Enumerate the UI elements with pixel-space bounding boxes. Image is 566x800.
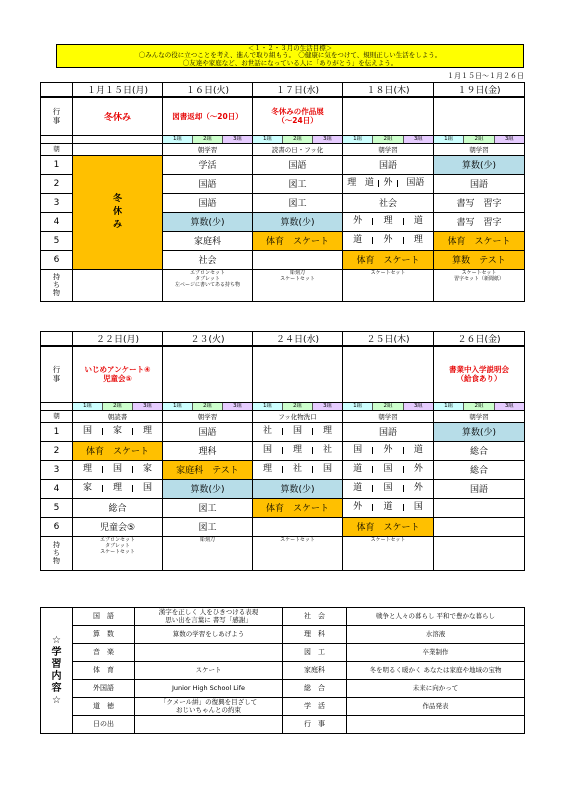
class-cell: 図工: [253, 193, 343, 212]
subject-label: 家庭科: [283, 662, 347, 680]
subject-label: 外国語: [73, 680, 135, 698]
subject-content: 水溶液: [347, 626, 525, 644]
events-label: 行 事: [41, 97, 73, 135]
period-label: 6: [41, 250, 73, 269]
group-tabs: 1組 2組 3組: [163, 136, 252, 143]
life-goals-box: [56, 44, 524, 68]
morning-cell: 読書の日・フッ化: [253, 143, 343, 155]
class-cell: 総合: [434, 460, 525, 479]
class-cell: 理 社 国: [253, 460, 343, 479]
morning-cell: 朝学習: [163, 143, 253, 155]
class-cell: 体育 スケート: [73, 441, 163, 460]
class-cell: 図工: [163, 517, 253, 536]
class-cell: 体育 スケート: [253, 231, 343, 250]
period-label: 1: [41, 422, 73, 441]
class-cell: 国語: [343, 422, 434, 441]
subject-content: [347, 716, 525, 734]
subject-content: 漢字を正しく 人をひきつける表現 思い出を言葉に 書写「感謝」: [135, 608, 283, 626]
subject-label: 算 数: [73, 626, 135, 644]
day-header: １６日(火): [163, 83, 253, 98]
subject-label: 日の出: [73, 716, 135, 734]
period-label: 5: [41, 498, 73, 517]
subject-content: スケート: [135, 662, 283, 680]
group-tabs: 1組 2組 3組: [434, 403, 524, 410]
class-cell: 道 国 外: [343, 479, 434, 498]
class-cell: 家庭科: [163, 231, 253, 250]
event-cell: 冬休み: [73, 97, 163, 135]
class-cell: 書写 習字: [434, 212, 525, 231]
event-cell: 図書返却（～20日）: [163, 97, 253, 135]
winter-break-cell: 冬 休 み: [73, 155, 163, 269]
period-label: 3: [41, 460, 73, 479]
class-cell: 社 国 理: [253, 422, 343, 441]
morning-cell: 朝学習: [434, 143, 525, 155]
week1-schedule: [40, 82, 525, 302]
bring-label: 持 ち 物: [41, 536, 73, 570]
class-cell: 児童会⑤: [73, 517, 163, 536]
day-header: １９日(金): [434, 83, 525, 98]
class-cell: 道 国 外: [343, 460, 434, 479]
group-tabs: 1組 2組 3組: [73, 403, 162, 410]
subject-content: 作品発表: [347, 698, 525, 716]
subject-content: 算数の学習をしあげよう: [135, 626, 283, 644]
class-cell: 算数 テスト: [434, 250, 525, 269]
morning-cell: [73, 143, 163, 155]
period-label: 2: [41, 441, 73, 460]
class-cell: 算数(少): [163, 479, 253, 498]
subject-content: Junior High School Life: [135, 680, 283, 698]
events-label: 行 事: [41, 346, 73, 402]
bring-cell: エプロンセット タブレット スケートセット: [73, 536, 163, 570]
class-cell: 体育 スケート: [343, 517, 434, 536]
bring-cell: スケートセット: [343, 536, 434, 570]
subject-content: [135, 644, 283, 662]
bring-label: 持 ち 物: [41, 269, 73, 301]
week2-schedule: [40, 331, 525, 571]
class-cell: 国語: [163, 174, 253, 193]
class-cell: 体育 スケート: [343, 250, 434, 269]
day-header: ２４日(水): [253, 332, 343, 347]
group-tabs: 1組 2組 3組: [163, 403, 252, 410]
class-cell: 算数(少): [434, 422, 525, 441]
period-label: 4: [41, 479, 73, 498]
event-cell: 書業中入学説明会 （給食あり）: [434, 346, 525, 402]
bring-cell: 彫刻刀 スケートセット: [253, 269, 343, 301]
study-content-side-label: ☆ 学 習 内 容 ☆: [41, 608, 73, 734]
subject-label: 道 徳: [73, 698, 135, 716]
bring-cell: スケートセット: [253, 536, 343, 570]
bring-cell: スケートセット: [343, 269, 434, 301]
morning-cell: フッ化物洗口: [253, 410, 343, 422]
morning-cell: 朝読書: [73, 410, 163, 422]
goals-line-2: 〇友達や家庭など、お世話になっている人に「ありがとう」を伝えよう。: [182, 58, 398, 67]
class-cell: 総合: [73, 498, 163, 517]
subject-label: 音 楽: [73, 644, 135, 662]
period-label: 5: [41, 231, 73, 250]
class-cell: 理 国 家: [73, 460, 163, 479]
group-tabs: 1組 2組 3組: [434, 136, 524, 143]
subject-content: 戦争と人々の暮らし 平和で豊かな暮らし: [347, 608, 525, 626]
subject-label: 行 事: [283, 716, 347, 734]
subject-label: 国 語: [73, 608, 135, 626]
class-cell: 理 道 外 国語: [343, 174, 434, 193]
period-label: 1: [41, 155, 73, 174]
group-tabs: 1組 2組 3組: [343, 136, 433, 143]
class-cell: 国 理 社: [253, 441, 343, 460]
bring-cell: [434, 536, 525, 570]
morning-cell: 朝学習: [343, 410, 434, 422]
class-cell: 図工: [253, 174, 343, 193]
class-cell: 家庭科 テスト: [163, 460, 253, 479]
morning-cell: 朝学習: [163, 410, 253, 422]
class-cell: 外 理 道: [343, 212, 434, 231]
subject-content: [135, 716, 283, 734]
corner-cell: [41, 83, 73, 98]
period-label: 2: [41, 174, 73, 193]
bring-cell: スケートセット 習字セット（新聞紙）: [434, 269, 525, 301]
morning-cell: 朝学習: [434, 410, 525, 422]
class-cell: 算数(少): [253, 212, 343, 231]
subject-label: 体 育: [73, 662, 135, 680]
subject-label: 学 活: [283, 698, 347, 716]
bring-cell: [73, 269, 163, 301]
subject-label: 理 科: [283, 626, 347, 644]
goals-line-1: 〇みんなの役に立つことを考え、進んで取り組もう。 〇健康に気をつけて、規則正しい生活をしよう。: [138, 51, 442, 60]
group-tabs: 1組 2組 3組: [253, 136, 342, 143]
class-cell: 社会: [163, 250, 253, 269]
subject-label: 図 工: [283, 644, 347, 662]
class-cell: 体育 スケート: [253, 498, 343, 517]
bring-cell: エプロンセット タブレット 左ページに書いてある持ち物: [163, 269, 253, 301]
class-cell: 理科: [163, 441, 253, 460]
period-label: 4: [41, 212, 73, 231]
corner-cell: [41, 332, 73, 347]
day-header: ２５日(木): [343, 332, 434, 347]
class-cell: 体育 スケート: [434, 231, 525, 250]
subject-content: 「クメール絣」の復興を目ざして おじいちゃんとの約束: [135, 698, 283, 716]
event-cell: [343, 346, 434, 402]
event-cell: いじめアンケート④ 児童会⑤: [73, 346, 163, 402]
event-cell: [163, 346, 253, 402]
class-cell: 国語: [253, 155, 343, 174]
class-cell: 国語: [434, 174, 525, 193]
day-header: ２３(火): [163, 332, 253, 347]
event-cell: [253, 346, 343, 402]
date-range: １月１５日～１月２６日: [447, 72, 524, 80]
class-cell: 国語: [163, 422, 253, 441]
bring-cell: 彫刻刀: [163, 536, 253, 570]
event-cell: [343, 97, 434, 135]
class-cell: 学活: [163, 155, 253, 174]
class-cell: 国語: [163, 193, 253, 212]
group-tabs: 1組 2組 3組: [253, 403, 342, 410]
class-cell: 国 外 道: [343, 441, 434, 460]
day-header: １７日(水): [253, 83, 343, 98]
day-header: １８日(木): [343, 83, 434, 98]
study-content-table: [40, 607, 525, 734]
morning-label: 朝: [41, 410, 73, 422]
class-cell: 算数(少): [434, 155, 525, 174]
subject-label: 社 会: [283, 608, 347, 626]
class-cell: 外 道 国: [343, 498, 434, 517]
class-cell: 社会: [343, 193, 434, 212]
period-label: 3: [41, 193, 73, 212]
subject-content: 冬を明るく暖かく あなたは家庭や地域の宝物: [347, 662, 525, 680]
day-header: １月１５日(月): [73, 83, 163, 98]
period-label: 6: [41, 517, 73, 536]
subject-content: 卒業制作: [347, 644, 525, 662]
class-cell: [434, 517, 525, 536]
class-cell: [434, 498, 525, 517]
class-cell: 算数(少): [163, 212, 253, 231]
event-cell: 冬休みの作品展 （～24日）: [253, 97, 343, 135]
morning-label: 朝: [41, 143, 73, 155]
class-cell: [253, 517, 343, 536]
class-cell: 国語: [343, 155, 434, 174]
class-cell: 書写 習字: [434, 193, 525, 212]
class-cell: [253, 250, 343, 269]
class-cell: 道 外 理: [343, 231, 434, 250]
group-tabs: 1組 2組 3組: [343, 403, 433, 410]
class-cell: 国語: [434, 479, 525, 498]
day-header: ２６日(金): [434, 332, 525, 347]
event-cell: [434, 97, 525, 135]
class-cell: 総合: [434, 441, 525, 460]
subject-label: 総 合: [283, 680, 347, 698]
class-cell: 算数(少): [253, 479, 343, 498]
subject-content: 未来に向かって: [347, 680, 525, 698]
goals-title: ＜１・２・３月の生活目標＞: [247, 44, 333, 52]
day-header: ２２日(月): [73, 332, 163, 347]
class-cell: 国 家 理: [73, 422, 163, 441]
class-cell: 家 理 国: [73, 479, 163, 498]
morning-cell: 朝学習: [343, 143, 434, 155]
class-cell: 図工: [163, 498, 253, 517]
